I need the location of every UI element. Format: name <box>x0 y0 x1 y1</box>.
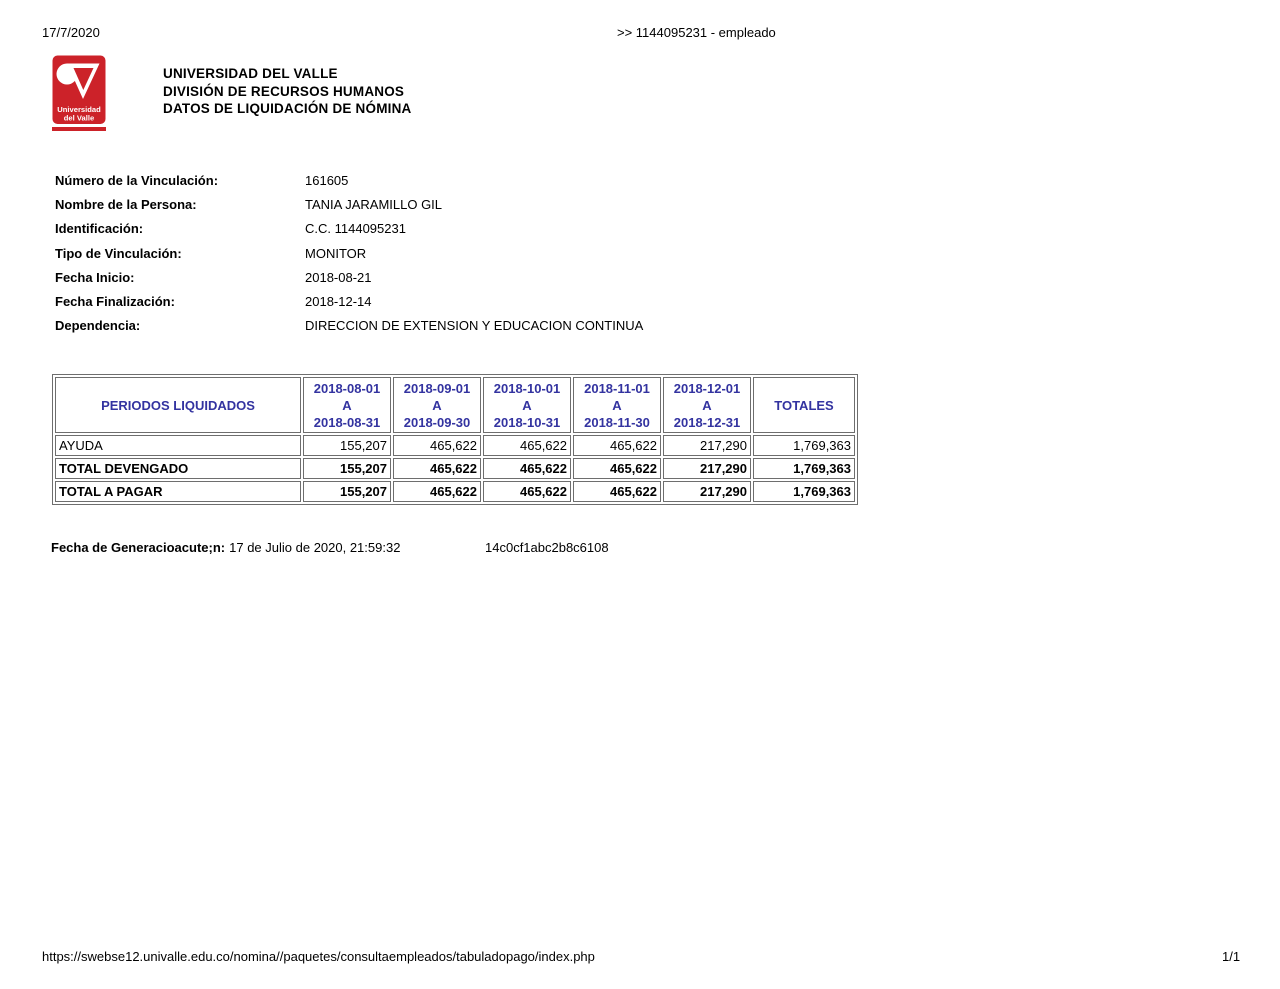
cell-value: 465,622 <box>483 458 571 479</box>
column-header-periodos: PERIODOS LIQUIDADOS <box>55 377 301 433</box>
table-row-total-devengado <box>55 458 855 479</box>
field-label: Número de la Vinculación: <box>55 172 219 188</box>
field-row-nombre-persona <box>55 192 643 216</box>
org-division: DIVISIÓN DE RECURSOS HUMANOS <box>163 83 405 99</box>
period-to: 2018-09-30 <box>403 414 471 430</box>
generation-value: 17 de Julio de 2020, 21:59:32 <box>229 540 401 555</box>
period-to: 2018-11-30 <box>584 414 650 430</box>
table-header-row <box>55 377 855 433</box>
field-row-fecha-finalizacion <box>55 289 643 313</box>
cell-value: 465,622 <box>393 458 481 479</box>
generation-hash: 14c0cf1abc2b8c6108 <box>485 540 609 555</box>
print-title: >> 1144095231 - empleado <box>617 25 776 40</box>
row-label: AYUDA <box>55 435 301 456</box>
cell-value: 155,207 <box>303 481 391 502</box>
field-row-tipo-vinculacion <box>55 241 643 265</box>
cell-total: 1,769,363 <box>753 458 855 479</box>
field-value: TANIA JARAMILLO GIL <box>305 196 443 212</box>
field-label: Tipo de Vinculación: <box>55 245 182 261</box>
period-to: 2018-12-31 <box>673 414 741 430</box>
document-title: DATOS DE LIQUIDACIÓN DE NÓMINA <box>163 101 412 117</box>
field-label: Identificación: <box>55 221 144 237</box>
page-number: 1/1 <box>1222 949 1241 964</box>
field-label: Fecha Inicio: <box>55 269 135 285</box>
field-row-fecha-inicio <box>55 265 643 289</box>
cell-value: 465,622 <box>573 435 661 456</box>
cell-value: 465,622 <box>393 435 481 456</box>
column-header-period-5 <box>663 377 751 433</box>
field-row-dependencia <box>55 314 643 338</box>
cell-total: 1,769,363 <box>753 481 855 502</box>
period-separator: A <box>342 397 352 413</box>
generation-label: Fecha de Generacioacute;n: <box>51 540 226 555</box>
column-header-period-1 <box>303 377 391 433</box>
field-row-identificacion <box>55 217 643 241</box>
org-header <box>163 65 412 118</box>
period-from: 2018-09-01 <box>403 380 471 396</box>
employee-fields <box>55 168 643 338</box>
field-value: DIRECCION DE EXTENSION Y EDUCACION CONTINUA <box>305 318 644 334</box>
print-date: 17/7/2020 <box>42 25 100 40</box>
periods-table-container <box>52 374 858 505</box>
field-value: C.C. 1144095231 <box>305 221 406 237</box>
field-value: 2018-12-14 <box>305 294 372 310</box>
cell-value: 217,290 <box>663 435 751 456</box>
cell-value: 465,622 <box>483 435 571 456</box>
field-row-numero-vinculacion <box>55 168 643 192</box>
cell-value: 155,207 <box>303 435 391 456</box>
cell-value: 465,622 <box>483 481 571 502</box>
period-from: 2018-11-01 <box>584 380 650 396</box>
cell-value: 217,290 <box>663 481 751 502</box>
period-from: 2018-12-01 <box>673 380 741 396</box>
column-header-period-3 <box>483 377 571 433</box>
field-value: MONITOR <box>305 245 367 261</box>
logo-underline-bar <box>52 127 106 131</box>
row-label: TOTAL DEVENGADO <box>55 458 301 479</box>
period-to: 2018-08-31 <box>313 414 381 430</box>
field-label: Nombre de la Persona: <box>55 196 197 212</box>
cell-value: 217,290 <box>663 458 751 479</box>
column-header-totales: TOTALES <box>753 377 855 433</box>
logo-text-line1: Universidad <box>57 105 101 114</box>
universidad-del-valle-logo <box>52 55 106 131</box>
field-label: Fecha Finalización: <box>55 294 175 310</box>
period-separator: A <box>612 397 622 413</box>
logo-text-line2: del Valle <box>63 113 95 123</box>
periods-table <box>52 374 858 505</box>
cell-value: 465,622 <box>573 458 661 479</box>
generation-line <box>51 540 400 555</box>
period-separator: A <box>522 397 532 413</box>
period-from: 2018-10-01 <box>493 380 561 396</box>
column-header-period-4 <box>573 377 661 433</box>
cell-value: 155,207 <box>303 458 391 479</box>
period-separator: A <box>702 397 712 413</box>
field-label: Dependencia: <box>55 318 141 334</box>
print-footer-url: https://swebse12.univalle.edu.co/nomina//paquetes/consultaempleados/tabuladopago/index.php <box>42 949 595 964</box>
table-row-ayuda <box>55 435 855 456</box>
period-from: 2018-08-01 <box>313 380 381 396</box>
field-value: 2018-08-21 <box>305 269 372 285</box>
org-name: UNIVERSIDAD DEL VALLE <box>163 66 338 81</box>
table-row-total-a-pagar <box>55 481 855 502</box>
period-to: 2018-10-31 <box>493 414 561 430</box>
period-separator: A <box>432 397 442 413</box>
field-value: 161605 <box>305 172 349 188</box>
cell-value: 465,622 <box>573 481 661 502</box>
row-label: TOTAL A PAGAR <box>55 481 301 502</box>
cell-value: 465,622 <box>393 481 481 502</box>
cell-total: 1,769,363 <box>753 435 855 456</box>
column-header-period-2 <box>393 377 481 433</box>
